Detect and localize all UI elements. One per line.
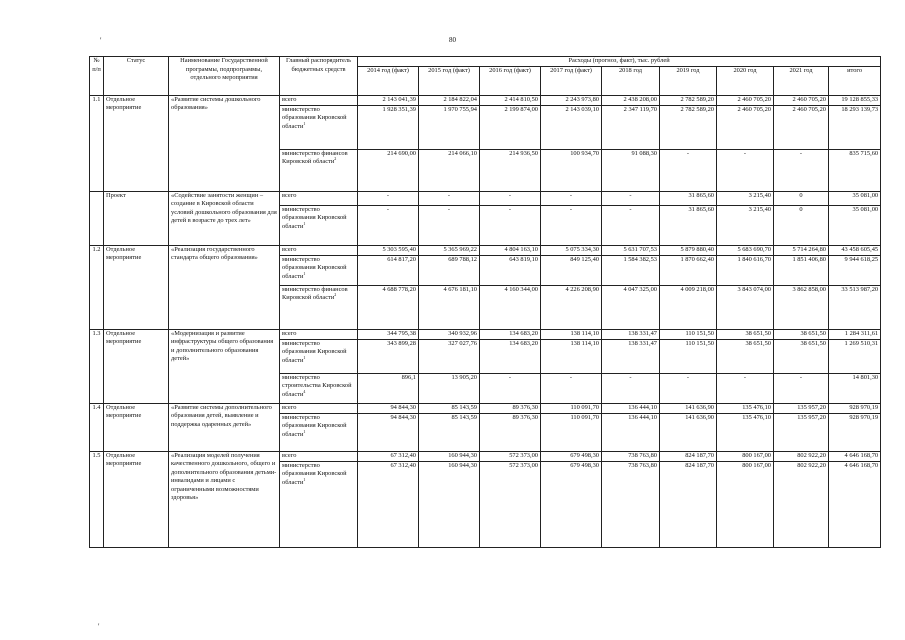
header-year: 2014 год (факт) — [358, 66, 419, 95]
table-row — [90, 95, 881, 105]
amount-cell: 38 651,50 — [774, 339, 829, 373]
amount-cell: 85 143,59 — [419, 413, 480, 451]
footnote-mark: 4 — [303, 388, 306, 394]
amount-cell: 1 928 351,39 — [358, 105, 419, 149]
amount-cell: - — [419, 191, 480, 205]
amount-cell: 35 081,00 — [829, 191, 881, 205]
budget-distributor: всего — [280, 245, 358, 255]
amount-cell: 4 688 778,20 — [358, 285, 419, 329]
amount-cell: 2 782 589,20 — [660, 95, 717, 105]
amount-cell: 14 801,30 — [829, 373, 881, 403]
row-number — [90, 191, 104, 245]
budget-distributor: министерство образования Кировской области$^1$ — [280, 105, 358, 149]
amount-cell: 5 075 334,30 — [541, 245, 602, 255]
amount-cell: 91 088,30 — [602, 149, 660, 191]
amount-cell: 2 243 973,80 — [541, 95, 602, 105]
amount-cell: - — [717, 373, 774, 403]
amount-cell: 89 376,30 — [480, 403, 541, 413]
amount-cell: 4 646 168,70 — [829, 461, 881, 547]
amount-cell: 33 513 987,20 — [829, 285, 881, 329]
amount-cell: 5 714 264,80 — [774, 245, 829, 255]
footnote-mark: 1 — [303, 220, 306, 226]
header-year: 2017 год (факт) — [541, 66, 602, 95]
amount-cell: 4 009 218,00 — [660, 285, 717, 329]
header-year: 2018 год — [602, 66, 660, 95]
amount-cell: 4 676 181,10 — [419, 285, 480, 329]
amount-cell: 141 636,90 — [660, 413, 717, 451]
header-distributor: Главный распорядитель бюджетных средств — [280, 57, 358, 96]
amount-cell: 141 636,90 — [660, 403, 717, 413]
amount-cell: - — [660, 149, 717, 191]
amount-cell: 0 — [774, 191, 829, 205]
table-row — [90, 245, 881, 255]
table-row — [90, 329, 881, 339]
amount-cell: 31 865,60 — [660, 191, 717, 205]
amount-cell: 3 843 074,00 — [717, 285, 774, 329]
program-name: «Развитие системы дополнительного образования детей, выявление и поддержка одаренных детей» — [169, 403, 280, 451]
header-status: Статус — [104, 57, 169, 96]
amount-cell: 824 187,70 — [660, 461, 717, 547]
amount-cell: 1 851 406,80 — [774, 255, 829, 285]
budget-distributor: всего — [280, 403, 358, 413]
amount-cell: 5 683 690,70 — [717, 245, 774, 255]
amount-cell: 138 331,47 — [602, 329, 660, 339]
footnote-mark: 2 — [334, 291, 337, 297]
amount-cell: 2 184 822,04 — [419, 95, 480, 105]
amount-cell: - — [480, 205, 541, 245]
row-status: Проект — [104, 191, 169, 245]
header-name: Наименование Государственной программы, подпрограммы, отдельного мероприятия — [169, 57, 280, 96]
amount-cell: 18 293 139,73 — [829, 105, 881, 149]
footnote-mark: 2 — [334, 155, 337, 161]
amount-cell: 5 631 707,53 — [602, 245, 660, 255]
amount-cell: - — [419, 205, 480, 245]
row-number: 1.4 — [90, 403, 104, 451]
amount-cell: 35 081,00 — [829, 205, 881, 245]
amount-cell: 67 312,40 — [358, 461, 419, 547]
amount-cell: 135 476,10 — [717, 413, 774, 451]
amount-cell: 614 817,20 — [358, 255, 419, 285]
row-status: Отдельное мероприятие — [104, 451, 169, 547]
row-number: 1.3 — [90, 329, 104, 403]
row-number: 1.1 — [90, 95, 104, 191]
amount-cell: 738 763,80 — [602, 451, 660, 461]
amount-cell: 4 047 325,00 — [602, 285, 660, 329]
amount-cell: 802 922,20 — [774, 451, 829, 461]
amount-cell: 94 844,30 — [358, 403, 419, 413]
amount-cell: 135 957,20 — [774, 403, 829, 413]
amount-cell: 344 795,38 — [358, 329, 419, 339]
amount-cell: 138 331,47 — [602, 339, 660, 373]
program-name: «Модернизация и развитие инфраструктуры общего образования и дополнительного образования детей» — [169, 329, 280, 403]
budget-distributor: всего — [280, 329, 358, 339]
amount-cell: - — [774, 373, 829, 403]
amount-cell: 85 143,59 — [419, 403, 480, 413]
amount-cell: 5 303 595,40 — [358, 245, 419, 255]
amount-cell: 134 683,20 — [480, 339, 541, 373]
amount-cell: 0 — [774, 205, 829, 245]
budget-distributor: министерство образования Кировской области$^1$ — [280, 205, 358, 245]
amount-cell: 1 870 662,40 — [660, 255, 717, 285]
header-year: 2020 год — [717, 66, 774, 95]
amount-cell: 928 970,19 — [829, 413, 881, 451]
amount-cell: 38 651,50 — [717, 339, 774, 373]
amount-cell: - — [602, 191, 660, 205]
header-row-top — [90, 57, 881, 67]
program-name: «Реализация моделей получения качественного дошкольного, общего и дополнительного образования детьми-инвалидами и лицами с ограниченными возможностями здоровья» — [169, 451, 280, 547]
amount-cell: 1 584 382,53 — [602, 255, 660, 285]
footnote-mark: 1 — [303, 270, 306, 276]
amount-cell: - — [480, 191, 541, 205]
page-number: 80 — [449, 36, 456, 44]
amount-cell: 3 215,40 — [717, 191, 774, 205]
budget-distributor: министерство строительства Кировской области$^4$ — [280, 373, 358, 403]
amount-cell: - — [717, 149, 774, 191]
amount-cell: 2 782 589,20 — [660, 105, 717, 149]
amount-cell: - — [541, 205, 602, 245]
amount-cell: - — [602, 205, 660, 245]
header-year: 2021 год — [774, 66, 829, 95]
program-name: «Реализация государственного стандарта общего образования» — [169, 245, 280, 329]
amount-cell: 89 376,30 — [480, 413, 541, 451]
amount-cell: 4 160 344,00 — [480, 285, 541, 329]
amount-cell: 2 460 705,20 — [717, 95, 774, 105]
row-number: 1.2 — [90, 245, 104, 329]
amount-cell: 110 151,50 — [660, 339, 717, 373]
amount-cell: 5 879 880,40 — [660, 245, 717, 255]
amount-cell: - — [660, 373, 717, 403]
amount-cell: 4 226 208,90 — [541, 285, 602, 329]
budget-distributor: министерство образования Кировской области$^1$ — [280, 413, 358, 451]
amount-cell: 679 498,30 — [541, 461, 602, 547]
header-number: № п/п — [90, 57, 104, 96]
amount-cell: 824 187,70 — [660, 451, 717, 461]
header-expenses: Расходы (прогноз, факт), тыс. рублей — [358, 57, 881, 67]
budget-distributor: всего — [280, 191, 358, 205]
amount-cell: 2 438 208,00 — [602, 95, 660, 105]
amount-cell: - — [602, 373, 660, 403]
amount-cell: 138 114,10 — [541, 339, 602, 373]
amount-cell: 134 683,20 — [480, 329, 541, 339]
amount-cell: 679 498,30 — [541, 451, 602, 461]
amount-cell: 110 091,70 — [541, 403, 602, 413]
program-name: «Развитие системы дошкольного образования» — [169, 95, 280, 191]
amount-cell: 13 905,20 — [419, 373, 480, 403]
amount-cell: - — [480, 373, 541, 403]
footnote-mark: 1 — [303, 476, 306, 482]
header-year: 2016 год (факт) — [480, 66, 541, 95]
amount-cell: 9 944 618,25 — [829, 255, 881, 285]
amount-cell: 3 215,40 — [717, 205, 774, 245]
program-name: «Содействие занятости женщин – создание в Кировской области условий дошкольного образования для детей в возрасте до трех лет» — [169, 191, 280, 245]
budget-table — [89, 56, 881, 548]
budget-distributor: министерство образования Кировской области$^1$ — [280, 255, 358, 285]
table-row — [90, 451, 881, 461]
amount-cell: 340 932,96 — [419, 329, 480, 339]
budget-distributor: министерство финансов Кировской области$^2$ — [280, 149, 358, 191]
amount-cell: 135 476,10 — [717, 403, 774, 413]
amount-cell: - — [358, 191, 419, 205]
budget-distributor: всего — [280, 451, 358, 461]
amount-cell: 43 458 605,45 — [829, 245, 881, 255]
footnote-mark: 1 — [303, 428, 306, 434]
amount-cell: 4 646 168,70 — [829, 451, 881, 461]
amount-cell: 19 128 855,33 — [829, 95, 881, 105]
budget-table-body — [90, 95, 881, 547]
amount-cell: 572 373,00 — [480, 451, 541, 461]
amount-cell: 689 788,12 — [419, 255, 480, 285]
table-row — [90, 191, 881, 205]
amount-cell: 802 922,20 — [774, 461, 829, 547]
amount-cell: 2 460 705,20 — [717, 105, 774, 149]
amount-cell: 896,1 — [358, 373, 419, 403]
amount-cell: 38 651,50 — [774, 329, 829, 339]
margin-mark-bottom: ' — [98, 622, 100, 631]
amount-cell: 2 143 041,39 — [358, 95, 419, 105]
header-year: итого — [829, 66, 881, 95]
row-status: Отдельное мероприятие — [104, 329, 169, 403]
amount-cell: 800 167,00 — [717, 461, 774, 547]
amount-cell: 1 284 311,61 — [829, 329, 881, 339]
amount-cell: - — [774, 149, 829, 191]
row-number: 1.5 — [90, 451, 104, 547]
amount-cell: 2 414 810,50 — [480, 95, 541, 105]
amount-cell: 160 944,30 — [419, 461, 480, 547]
amount-cell: 100 934,70 — [541, 149, 602, 191]
amount-cell: 214 690,00 — [358, 149, 419, 191]
header-year: 2015 год (факт) — [419, 66, 480, 95]
amount-cell: 110 091,70 — [541, 413, 602, 451]
amount-cell: 67 312,40 — [358, 451, 419, 461]
budget-distributor: министерство образования Кировской области$^1$ — [280, 461, 358, 547]
row-status: Отдельное мероприятие — [104, 403, 169, 451]
amount-cell: 110 151,50 — [660, 329, 717, 339]
amount-cell: 4 804 163,10 — [480, 245, 541, 255]
amount-cell: 160 944,30 — [419, 451, 480, 461]
amount-cell: 138 114,10 — [541, 329, 602, 339]
footnote-mark: 1 — [303, 120, 306, 126]
amount-cell: 343 899,28 — [358, 339, 419, 373]
amount-cell: 849 125,40 — [541, 255, 602, 285]
amount-cell: 1 840 616,70 — [717, 255, 774, 285]
amount-cell: 2 199 874,00 — [480, 105, 541, 149]
amount-cell: 1 269 510,31 — [829, 339, 881, 373]
budget-distributor: всего — [280, 95, 358, 105]
amount-cell: 327 027,76 — [419, 339, 480, 373]
amount-cell: 5 365 969,22 — [419, 245, 480, 255]
amount-cell: 643 819,10 — [480, 255, 541, 285]
amount-cell: 31 865,60 — [660, 205, 717, 245]
amount-cell: 214 936,50 — [480, 149, 541, 191]
table-row — [90, 403, 881, 413]
amount-cell: - — [541, 373, 602, 403]
amount-cell: 1 970 755,94 — [419, 105, 480, 149]
amount-cell: 2 460 705,20 — [774, 105, 829, 149]
amount-cell: 135 957,20 — [774, 413, 829, 451]
footnote-mark: 1 — [303, 354, 306, 360]
margin-mark-top: ' — [100, 36, 102, 45]
budget-distributor: министерство финансов Кировской области$^2$ — [280, 285, 358, 329]
amount-cell: 2 460 705,20 — [774, 95, 829, 105]
amount-cell: 94 844,30 — [358, 413, 419, 451]
amount-cell: 928 970,19 — [829, 403, 881, 413]
amount-cell: - — [541, 191, 602, 205]
amount-cell: 136 444,10 — [602, 403, 660, 413]
amount-cell: 800 167,00 — [717, 451, 774, 461]
amount-cell: 835 715,60 — [829, 149, 881, 191]
amount-cell: 2 347 119,70 — [602, 105, 660, 149]
amount-cell: 738 763,80 — [602, 461, 660, 547]
amount-cell: 3 862 858,00 — [774, 285, 829, 329]
amount-cell: 136 444,10 — [602, 413, 660, 451]
amount-cell: - — [358, 205, 419, 245]
row-status: Отдельное мероприятие — [104, 95, 169, 191]
amount-cell: 38 651,50 — [717, 329, 774, 339]
budget-distributor: министерство образования Кировской области$^1$ — [280, 339, 358, 373]
amount-cell: 214 066,10 — [419, 149, 480, 191]
amount-cell: 2 143 039,10 — [541, 105, 602, 149]
header-year: 2019 год — [660, 66, 717, 95]
amount-cell: 572 373,00 — [480, 461, 541, 547]
row-status: Отдельное мероприятие — [104, 245, 169, 329]
